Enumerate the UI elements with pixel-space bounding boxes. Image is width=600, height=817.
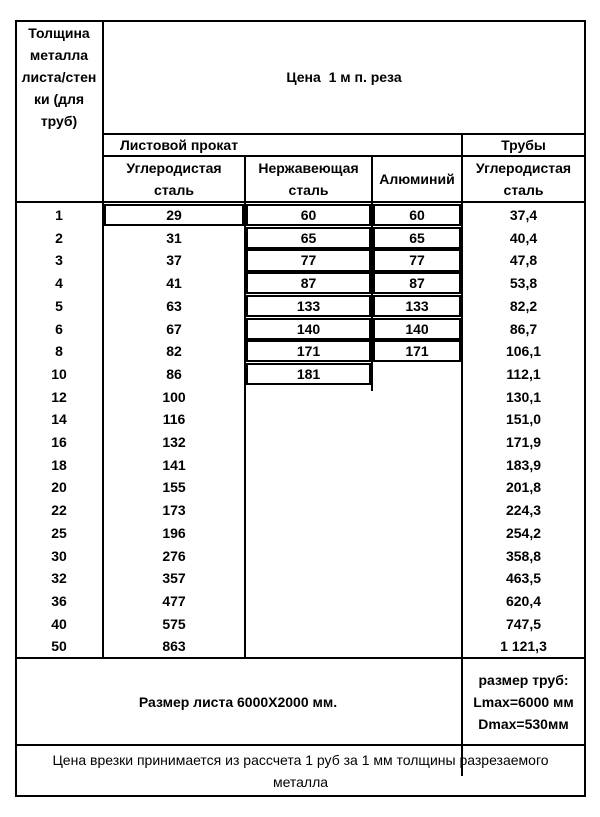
cell-stainless (246, 499, 371, 521)
header-price (104, 22, 584, 132)
cell-t: 32 (51, 570, 67, 587)
cell-pipe: 130,1 (505, 388, 542, 405)
cell-aluminum (373, 454, 461, 476)
cell-pipe: 82,2 (509, 297, 538, 314)
cell-t: 16 (51, 434, 67, 451)
cell-stainless (246, 476, 371, 498)
cell-aluminum: 87 (373, 272, 461, 294)
cell-stainless: 140 (246, 318, 371, 340)
insertion-note-line-1: Цена врезки принимается из рассчета 1 руб за 1 мм толщины разрезаемого (52, 752, 549, 768)
header-carbon-sheet (104, 157, 244, 201)
header-pipes-group: Трубы (501, 137, 546, 153)
divider-header-bottom (15, 201, 586, 203)
cell-pipe: 47,8 (509, 252, 538, 269)
cell-stainless (246, 408, 371, 430)
cell-aluminum (373, 590, 461, 612)
cell-stainless (246, 431, 371, 453)
cell-stainless (246, 522, 371, 544)
header-thickness (15, 22, 103, 132)
cell-carbon: 67 (166, 320, 182, 337)
cell-aluminum (373, 545, 461, 567)
cell-pipe: 151,0 (505, 411, 542, 428)
cell-carbon: 37 (166, 252, 182, 269)
insertion-note-line-2: металла (272, 774, 329, 790)
header-thickness-line-1: Толщина (28, 25, 90, 41)
cell-t: 18 (51, 456, 67, 473)
header-stainless-line-1: Нержавеющая (258, 160, 359, 176)
cell-pipe: 463,5 (505, 570, 542, 587)
cell-stainless (246, 567, 371, 589)
pipe-size-line-2: Lmax=6000 мм (473, 693, 574, 710)
cell-t: 2 (55, 229, 63, 246)
header-carbon-sheet-line-2: сталь (154, 182, 194, 198)
header-carbon-sheet-line-1: Углеродистая (126, 160, 222, 176)
sheet-size-text: Размер листа 6000X2000 мм. (138, 693, 338, 710)
cell-t: 10 (51, 365, 67, 382)
cell-aluminum (373, 522, 461, 544)
cell-carbon: 863 (162, 638, 186, 655)
cell-aluminum (373, 613, 461, 635)
cell-aluminum (373, 363, 461, 385)
header-aluminum-text: Алюминий (379, 171, 455, 187)
cell-t: 1 (55, 207, 63, 224)
cell-aluminum: 60 (373, 204, 461, 226)
cell-stainless (246, 386, 371, 408)
cell-stainless (246, 613, 371, 635)
cell-aluminum: 133 (373, 295, 461, 317)
cell-pipe: 112,1 (506, 365, 541, 382)
cell-t: 36 (51, 592, 67, 609)
cell-aluminum (373, 499, 461, 521)
cell-pipe: 40,4 (509, 229, 538, 246)
cell-aluminum: 65 (373, 227, 461, 249)
cell-t: 14 (51, 411, 67, 428)
sheet-size-note (15, 659, 461, 744)
cell-pipe: 171,9 (505, 434, 542, 451)
cell-carbon: 173 (162, 502, 186, 519)
cell-aluminum (373, 431, 461, 453)
cell-stainless (246, 454, 371, 476)
cell-carbon: 575 (162, 615, 186, 632)
cell-t: 22 (51, 502, 67, 519)
cell-stainless (246, 590, 371, 612)
header-thickness-line-2: металла (29, 47, 89, 63)
cell-carbon: 141 (162, 456, 186, 473)
cell-aluminum (373, 476, 461, 498)
cell-t: 50 (51, 638, 67, 655)
cell-carbon: 276 (162, 547, 186, 564)
cell-carbon: 29 (104, 204, 244, 226)
cell-pipe: 53,8 (509, 275, 538, 292)
cell-aluminum (373, 386, 461, 408)
cell-t: 20 (51, 479, 67, 496)
cell-t: 3 (55, 252, 63, 269)
header-carbon-pipe-line-1: Углеродистая (475, 160, 572, 176)
cell-stainless: 87 (246, 272, 371, 294)
header-thickness-line-3: листа/стен (21, 69, 97, 85)
cell-carbon: 41 (166, 275, 182, 292)
cell-pipe: 747,5 (505, 615, 542, 632)
cell-carbon: 86 (166, 365, 182, 382)
cell-carbon: 477 (162, 592, 186, 609)
cell-carbon: 196 (162, 524, 186, 541)
pipe-size-line-1: размер труб: (478, 671, 569, 688)
cell-t: 40 (51, 615, 67, 632)
cell-stainless: 77 (246, 249, 371, 271)
header-carbon-pipe-line-2: сталь (503, 182, 544, 198)
cell-aluminum: 171 (373, 340, 461, 362)
cell-carbon: 357 (162, 570, 186, 587)
cell-carbon: 116 (162, 411, 186, 428)
cell-t: 8 (55, 343, 63, 360)
cell-stainless: 65 (246, 227, 371, 249)
header-aluminum (373, 157, 461, 201)
cell-pipe: 254,2 (505, 524, 542, 541)
cell-carbon: 63 (166, 297, 182, 314)
insertion-price-note (15, 746, 586, 796)
cell-pipe: 358,8 (505, 547, 542, 564)
cell-t: 12 (51, 388, 67, 405)
cell-t: 4 (55, 275, 63, 292)
cell-carbon: 82 (166, 343, 182, 360)
cell-pipe: 620,4 (505, 592, 542, 609)
cell-pipe: 37,4 (509, 207, 538, 224)
cell-stainless: 181 (246, 363, 371, 385)
pipe-size-line-3: Dmax=530мм (478, 715, 569, 732)
cell-carbon: 100 (162, 388, 186, 405)
cell-t: 5 (55, 297, 63, 314)
cell-stainless: 60 (246, 204, 371, 226)
cell-carbon: 155 (162, 479, 186, 496)
cell-pipe: 1 121,3 (500, 638, 547, 655)
pipe-size-note (463, 659, 584, 744)
header-stainless (246, 157, 371, 201)
cell-t: 6 (55, 320, 63, 337)
cell-pipe: 224,3 (505, 502, 542, 519)
cell-carbon: 132 (162, 434, 186, 451)
cell-pipe: 201,8 (505, 479, 542, 496)
cell-aluminum (373, 408, 461, 430)
cell-pipe: 183,9 (505, 456, 542, 473)
cell-t: 30 (51, 547, 67, 564)
header-thickness-line-4: ки (для (33, 91, 85, 107)
header-sheet-group: Листовой прокат (119, 137, 239, 153)
cell-pipe: 106,1 (505, 343, 542, 360)
cell-stainless: 171 (246, 340, 371, 362)
cell-carbon: 31 (166, 229, 182, 246)
header-price-text: Цена 1 м п. реза (286, 69, 402, 85)
cell-pipe: 86,7 (509, 320, 538, 337)
cell-aluminum: 77 (373, 249, 461, 271)
cell-stainless: 133 (246, 295, 371, 317)
cell-aluminum (373, 567, 461, 589)
header-stainless-line-2: сталь (288, 182, 329, 198)
header-carbon-pipe (463, 157, 584, 201)
cell-t: 25 (51, 524, 67, 541)
cell-aluminum (373, 635, 461, 657)
cell-aluminum: 140 (373, 318, 461, 340)
header-thickness-line-5: труб) (40, 113, 78, 129)
cell-stainless (246, 635, 371, 657)
cell-stainless (246, 545, 371, 567)
